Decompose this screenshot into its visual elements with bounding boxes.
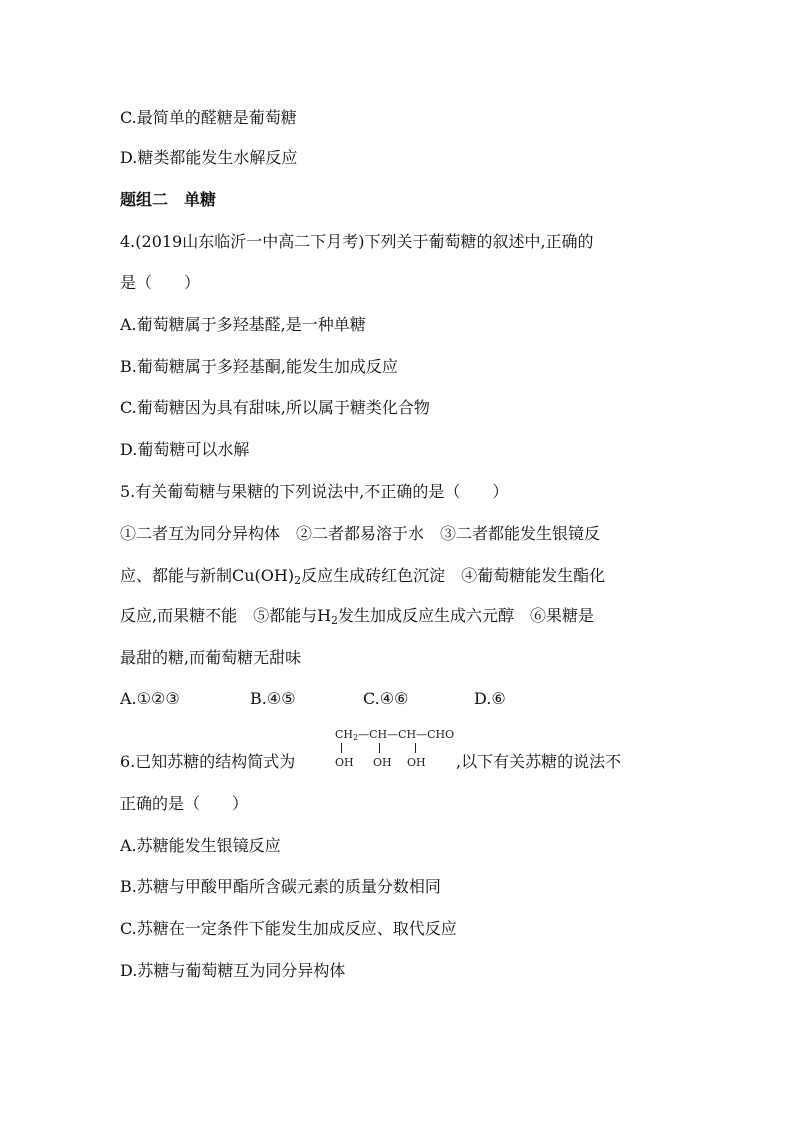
- question-5-option-a: A.①②③: [120, 689, 180, 708]
- option-d-text: D.糖类都能发生水解反应: [120, 148, 298, 167]
- question-5-option-c: C.④⑥: [363, 689, 409, 708]
- question-6-option-c: C.苏糖在一定条件下能发生加成反应、取代反应: [120, 919, 457, 938]
- question-5-statement-line-3: [120, 606, 594, 626]
- section-heading: 题组二 单糖: [120, 190, 217, 209]
- option-c-text: C.最简单的醛糖是葡萄糖: [120, 108, 297, 127]
- question-4-stem: 4.(2019山东临沂一中高二下月考)下列关于葡萄糖的叙述中,正确的: [120, 232, 594, 251]
- structure-main-chain: $CH_2—CH—CH—CHO$: [335, 728, 455, 742]
- question-5-statement-line-2: [120, 566, 605, 586]
- bond-line: [341, 743, 342, 753]
- hydroxyl-group: OH: [373, 756, 392, 769]
- question-6-option-a: A.苏糖能发生银镜反应: [120, 836, 281, 855]
- hydroxyl-group: OH: [335, 756, 354, 769]
- threose-structure-formula: [335, 728, 470, 772]
- question-6-stem-line-2: 正确的是（ ）: [120, 794, 249, 813]
- question-5-option-b: B.④⑤: [250, 689, 296, 708]
- question-4-option-d: D.葡萄糖可以水解: [120, 440, 250, 459]
- bond-line: [379, 743, 380, 753]
- bond-line: [415, 743, 416, 753]
- question-6-option-d: D.苏糖与葡萄糖互为同分异构体: [120, 961, 346, 980]
- question-5-stem: 5.有关葡萄糖与果糖的下列说法中,不正确的是（ ）: [120, 482, 509, 501]
- question-4-option-a: A.葡萄糖属于多羟基醛,是一种单糖: [120, 315, 366, 334]
- question-4-option-c: C.葡萄糖因为具有甜味,所以属于糖类化合物: [120, 398, 430, 417]
- hydroxyl-group: OH: [407, 756, 426, 769]
- subscript: 2: [294, 574, 302, 587]
- question-6-stem-cont: ,以下有关苏糖的说法不: [456, 752, 622, 771]
- question-4-stem-cont: 是（ ）: [120, 273, 201, 292]
- statement-text: 反应,而果糖不能 ⑤都能与H: [120, 606, 332, 625]
- question-6-option-b: B.苏糖与甲酸甲酯所含碳元素的质量分数相同: [120, 877, 441, 896]
- question-6-stem: 6.已知苏糖的结构简式为: [120, 752, 296, 771]
- statement-text: 应、都能与新制Cu(OH): [120, 566, 295, 585]
- statement-text: 发生加成反应生成六元醇 ⑥果糖是: [338, 606, 595, 625]
- question-4-option-b: B.葡萄糖属于多羟基酮,能发生加成反应: [120, 357, 398, 376]
- question-5-statement-line-4: 最甜的糖,而葡萄糖无甜味: [120, 648, 302, 667]
- question-5-option-d: D.⑥: [474, 689, 506, 708]
- subscript: 2: [331, 614, 339, 627]
- question-5-statement-line-1: ①二者互为同分异构体 ②二者都易溶于水 ③二者都能发生银镜反: [120, 524, 601, 543]
- statement-text: 反应生成砖红色沉淀 ④葡萄糖能发生酯化: [301, 566, 606, 585]
